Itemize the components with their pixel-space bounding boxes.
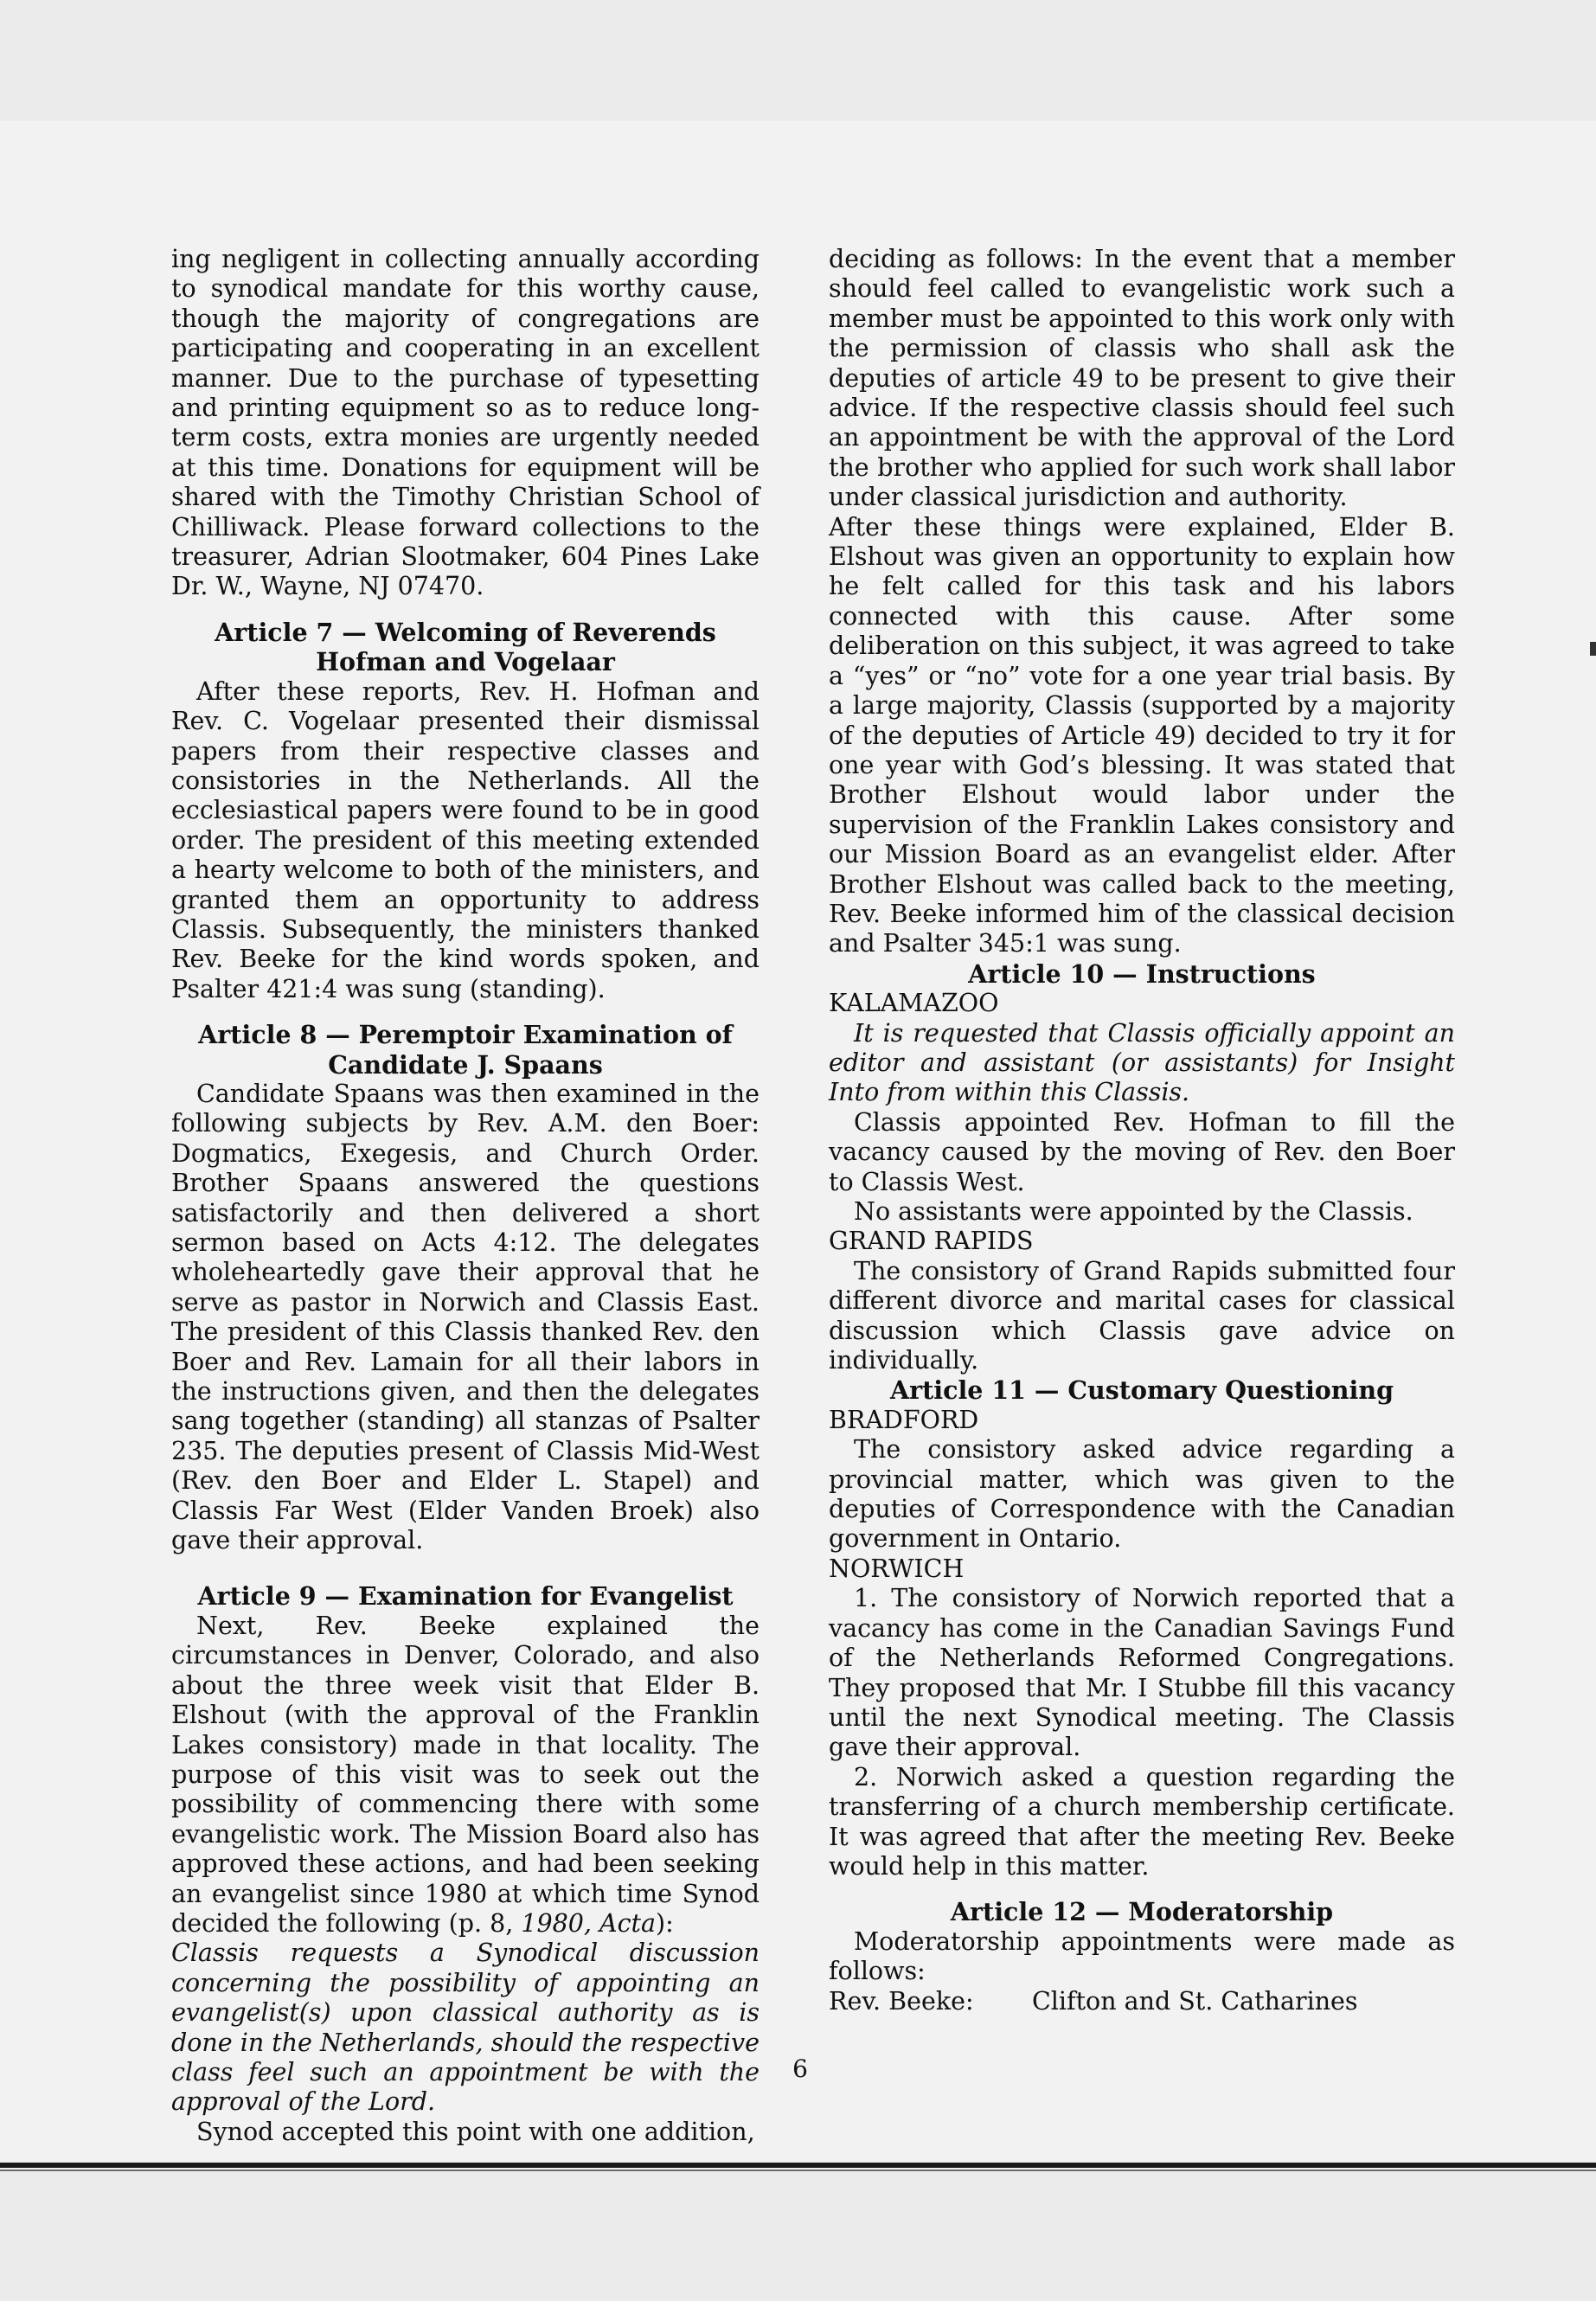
kalamazoo-label: KALAMAZOO	[829, 989, 999, 1018]
kalamazoo-request: It is requested that Classis officially appoint an editor and assistant (or assistants) for Insight Into from within this Classis.	[829, 1018, 1455, 1107]
article-9-synod-quote: Classis requests a Synodical discussion concerning the possibility of appointing an evangelist(s) upon classical authority as is done in the Netherlands, should the respective class feel such an appointment be with the approval of the Lord.	[171, 1939, 760, 2117]
article-9-heading: Article 9 — Examination for Evangelist	[197, 1581, 734, 1612]
article-9-text-after: ):	[655, 1908, 674, 1938]
moderatorship-row	[829, 1987, 1455, 2016]
article-9-text	[171, 1612, 760, 1939]
article-7-heading-line-1: Article 7 — Welcoming of Reverends	[215, 617, 716, 647]
norwich-item-1: 1. The consistory of Norwich reported that a vacancy has come in the Canadian Savings Fund of the Netherlands Reformed Congregations. They proposed that Mr. I Stubbe fill this vacancy until the next Synodical meeting. The Classis gave their approval.	[829, 1584, 1455, 1762]
synod-decision-quote: deciding as follows: In the event that a member should feel called to evangelistic work such a member must be appointed to this work only with the permission of classis who shall ask the deputies of article 49 to be present to give their advice. If the respective classis should feel such an appointment be with the approval of the Lord the brother who applied for such work shall labor under classical jurisdiction and authority.	[829, 245, 1455, 512]
grand-rapids-text: The consistory of Grand Rapids submitted four different divorce and marital cases for classical discussion which Classis gave advice on individually.	[829, 1256, 1455, 1375]
article-9-text-before: Next, Rev. Beeke explained the circumstances in Denver, Colorado, and also about the three week visit that Elder B. Elshout (with the approval of the Franklin Lakes consistory) made in that locality. The purpose of this visit was to seek out the possibility of commencing there with some evangelistic work. The Mission Board also has approved these actions, and had been seeking an evangelist since 1980 at which time Synod decided the following (p. 8,	[171, 1611, 760, 1938]
article-7-text: After these reports, Rev. H. Hofman and Rev. C. Vogelaar presented their dismissal papers from their respective classes and consistories in the Netherlands. All the ecclesiastical papers were found to be in good order. The president of this meeting extended a hearty welcome to both of the ministers, and granted them an opportunity to address Classis. Subsequently, the ministers thanked Rev. Beeke for the kind words spoken, and Psalter 421:4 was sung (standing).	[171, 676, 760, 1003]
moderator-churches: Clifton and St. Catharines	[1032, 1986, 1358, 2016]
bradford-label: BRADFORD	[829, 1405, 979, 1434]
right-column	[829, 245, 1455, 2016]
page-edge-shadow	[0, 2170, 1596, 2171]
kalamazoo-assistants: No assistants were appointed by the Classis.	[854, 1197, 1413, 1226]
article-8-heading-line-1: Article 8 — Peremptoir Examination of	[198, 1020, 733, 1050]
paragraph-elshout: After these things were explained, Elder B. Elshout was given an opportunity to explain how he felt called for this task and his labors connected with this cause. After some deliberation on this subject, it was agreed to take a “yes” or “no” vote for a one year trial basis. By a large majority, Classis (supported by a majority of the deputies of Article 49) decided to try it for one year with God’s blessing. It was stated that Brother Elshout would labor under the supervision of the Franklin Lakes consistory and our Mission Board as an evangelist elder. After Brother Elshout was called back to the meeting, Rev. Beeke informed him of the classical decision and Psalter 345:1 was sung.	[829, 512, 1455, 958]
article-9-acta-ref: 1980, Acta	[521, 1908, 656, 1938]
left-column	[171, 245, 760, 2147]
article-12-heading: Article 12 — Moderatorship	[950, 1897, 1334, 1927]
article-7-heading-line-2: Hofman and Vogelaar	[316, 647, 615, 677]
article-11-heading: Article 11 — Customary Questioning	[889, 1375, 1394, 1406]
norwich-label: NORWICH	[829, 1554, 965, 1583]
grand-rapids-label: GRAND RAPIDS	[829, 1227, 1034, 1256]
moderator-name: Rev. Beeke:	[829, 1986, 974, 2016]
bradford-text: The consistory asked advice regarding a provincial matter, which was given to the deputies of Correspondence with the Canadian government in Ontario.	[829, 1435, 1455, 1554]
paragraph-intro: ing negligent in collecting annually according to synodical mandate for this worthy cause, though the majority of congregations are participating and cooperating in an excellent manner. Due to the purchase of typesetting and printing equipment so as to reduce long-term costs, extra monies are urgently needed at this time. Donations for equipment will be shared with the Timothy Christian School of Chilliwack. Please forward collections to the treasurer, Adrian Slootmaker, 604 Pines Lake Dr. W., Wayne, NJ 07470.	[171, 245, 760, 601]
article-9-continue: Synod accepted this point with one addition,	[196, 2117, 755, 2146]
scan-edge-mark	[1590, 642, 1596, 656]
kalamazoo-response: Classis appointed Rev. Hofman to fill the vacancy caused by the moving of Rev. den Boer to Classis West.	[829, 1107, 1455, 1196]
article-8-heading-line-2: Candidate J. Spaans	[328, 1049, 603, 1080]
norwich-item-2: 2. Norwich asked a question regarding the transferring of a church membership certificate. It was agreed that after the meeting Rev. Beeke would help in this matter.	[829, 1762, 1455, 1881]
article-8-text: Candidate Spaans was then examined in the following subjects by Rev. A.M. den Boer: Dogmatics, Exegesis, and Church Order. Brother Spaans answered the questions satisfactorily and then delivered a short sermon based on Acts 4:12. The delegates wholeheartedly gave their approval that he serve as pastor in Norwich and Classis East. The president of this Classis thanked Rev. den Boer and Rev. Lamain for all their labors in the instructions given, and then the delegates sang together (standing) all stanzas of Psalter 235. The deputies present of Classis Mid-West (Rev. den Boer and Elder L. Stapel) and Classis Far West (Elder Vanden Broek) also gave their approval.	[171, 1079, 760, 1555]
article-12-text: Moderatorship appointments were made as follows:	[829, 1926, 1455, 1986]
page-number: 6	[792, 2054, 808, 2083]
article-10-heading: Article 10 — Instructions	[968, 958, 1316, 989]
page-edge-rule	[0, 2163, 1596, 2168]
